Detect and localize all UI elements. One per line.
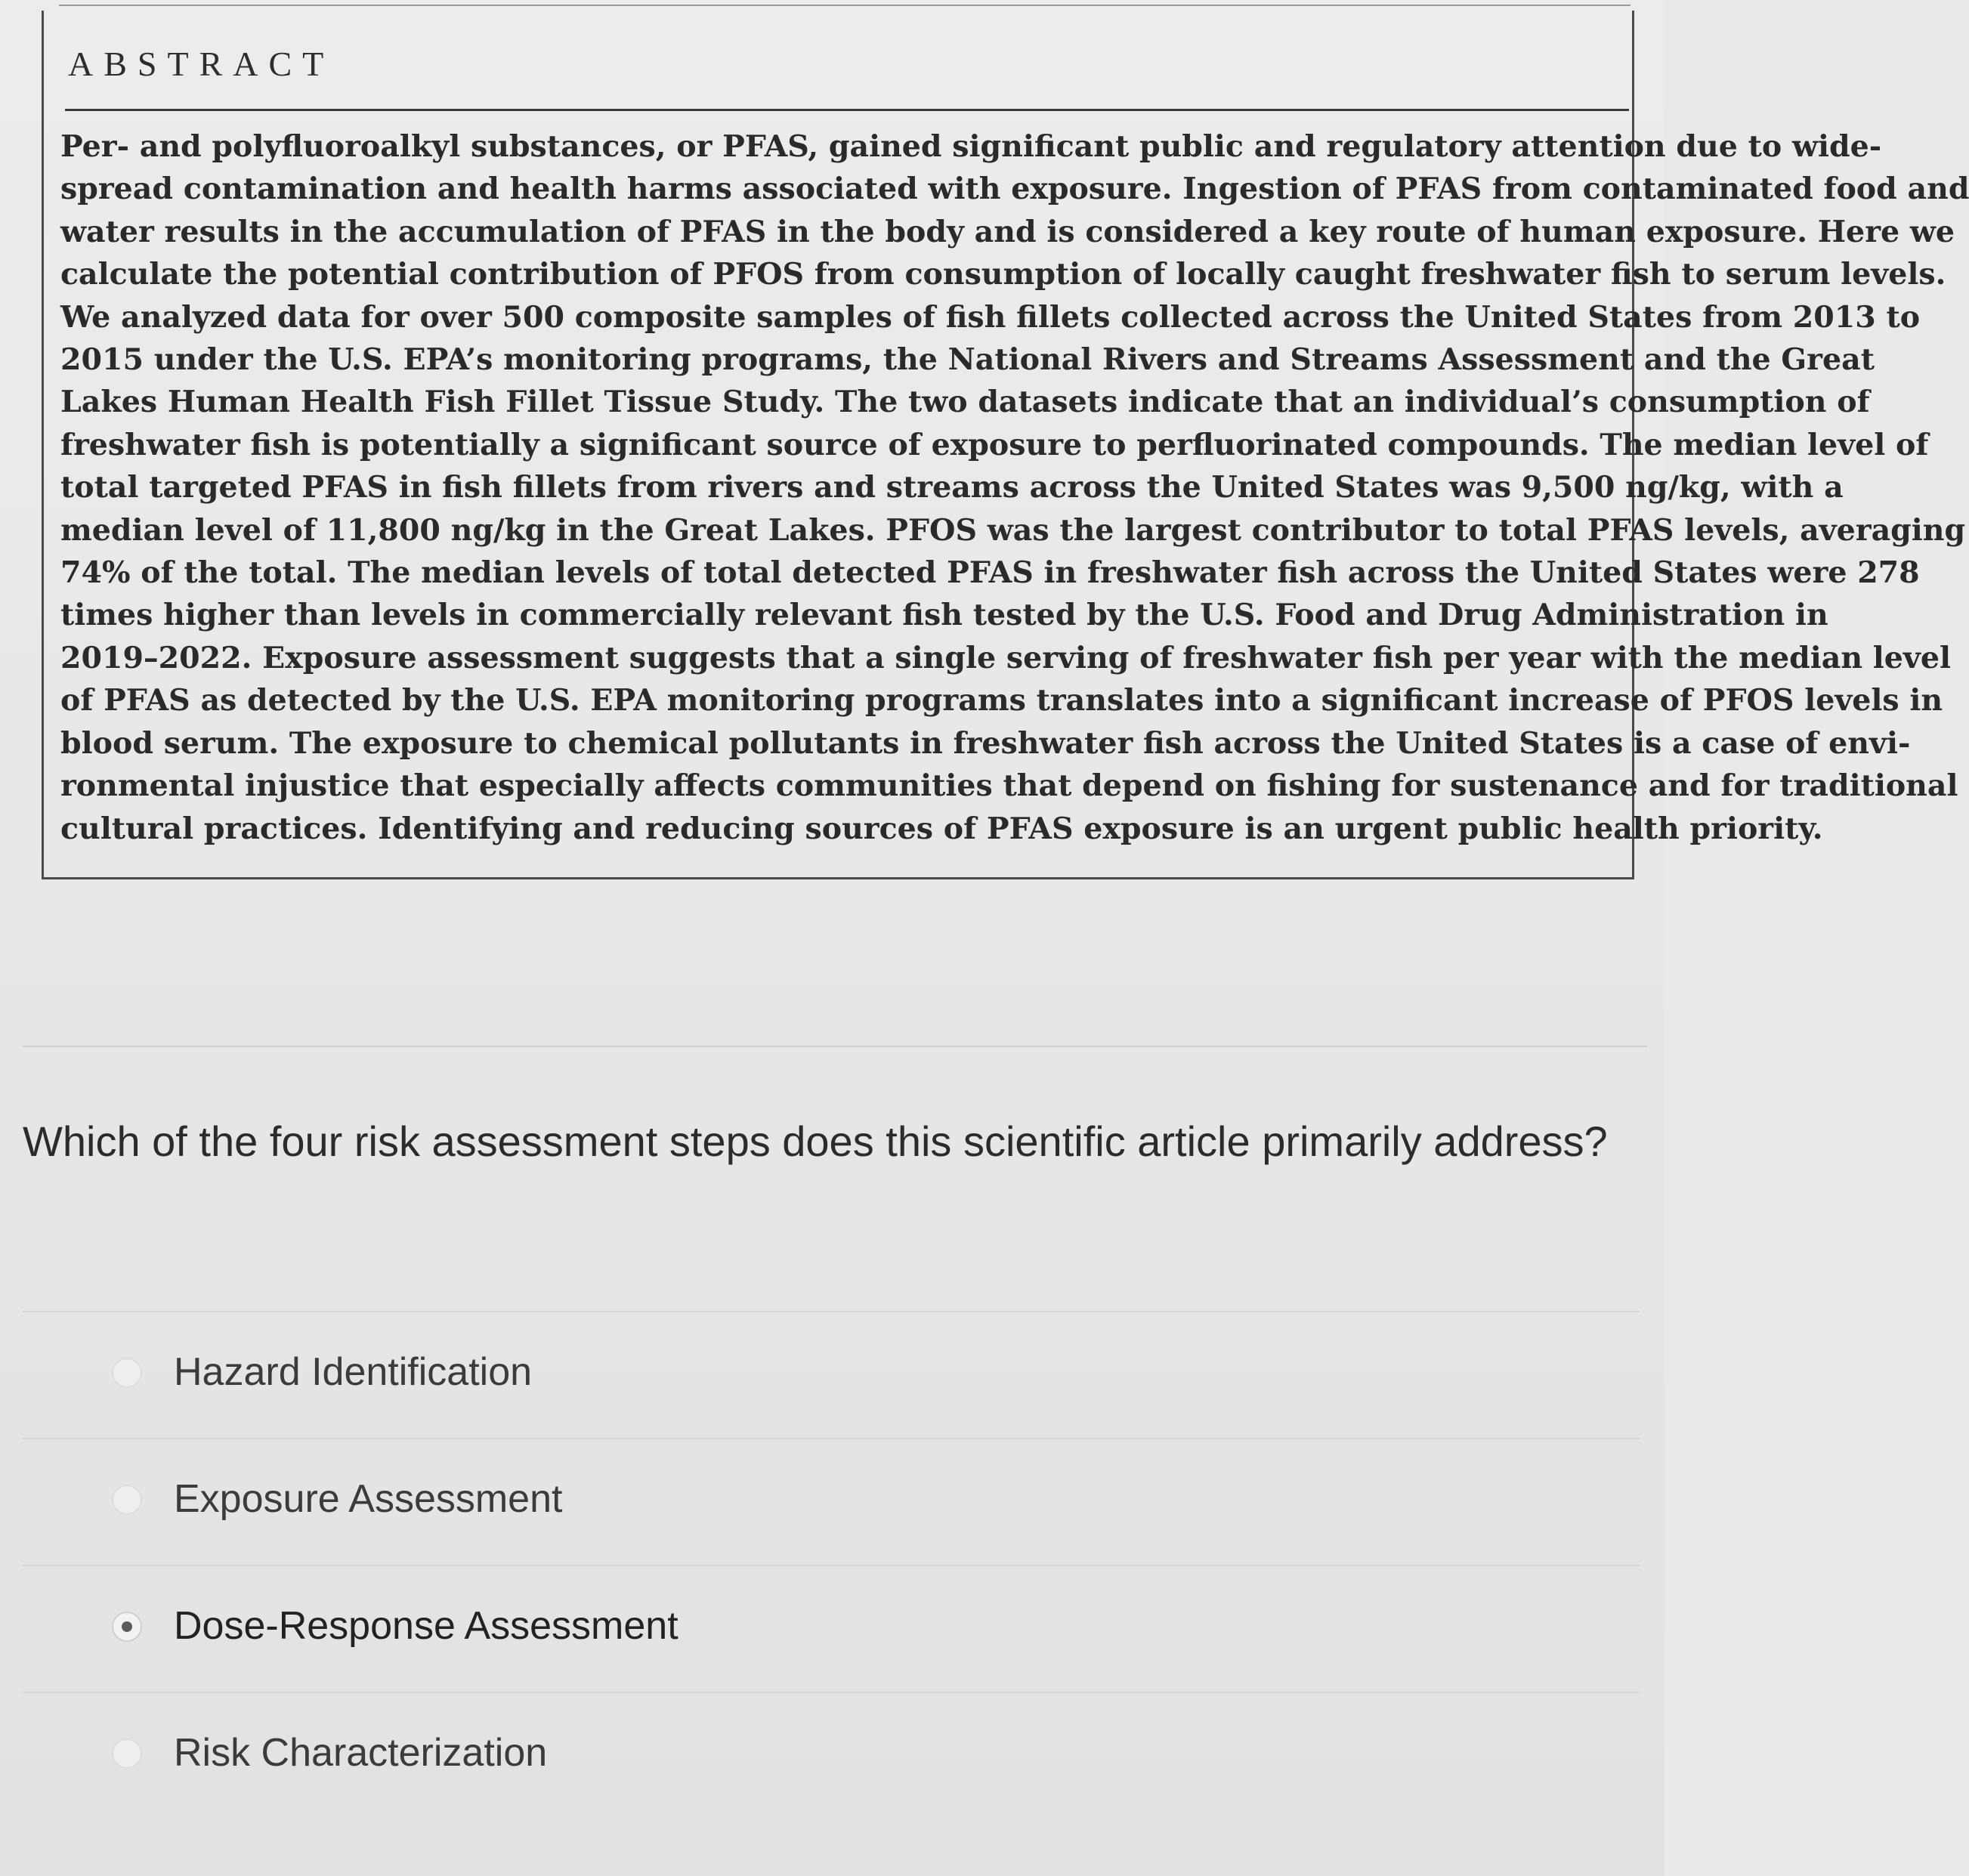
abstract-heading: ABSTRACT	[68, 45, 335, 83]
option-label[interactable]: Exposure Assessment	[174, 1477, 563, 1521]
abstract-line: 2015 under the U.S. EPA’s monitoring programs, the National Rivers and Streams Assessment and the Great	[60, 342, 1875, 378]
abstract-line: of PFAS as detected by the U.S. EPA monitoring programs translates into a significant increase of PFOS levels in	[60, 683, 1943, 719]
option-label[interactable]: Hazard Identification	[174, 1350, 533, 1394]
option-exposure-assessment[interactable]	[23, 1438, 1640, 1565]
radio-button[interactable]	[112, 1738, 142, 1769]
abstract-line: freshwater fish is potentially a significant source of exposure to perfluorinated compounds. The median level of	[60, 427, 1929, 462]
option-label[interactable]: Risk Characterization	[174, 1731, 548, 1775]
abstract-line: times higher than levels in commercially relevant fish tested by the U.S. Food and Drug Administration in	[60, 598, 1828, 633]
option-label[interactable]: Dose-Response Assessment	[174, 1604, 678, 1648]
abstract-line: ronmental injustice that especially affects communities that depend on fishing for sustenance and for traditional	[60, 768, 1958, 804]
abstract-line: 74% of the total. The median levels of total detected PFAS in freshwater fish across the United States were 278	[60, 555, 1920, 591]
abstract-text	[60, 125, 1969, 850]
option-hazard-identification[interactable]	[23, 1311, 1640, 1438]
abstract-line: We analyzed data for over 500 composite samples of fish fillets collected across the United States from 2013 to	[60, 299, 1921, 335]
abstract-line: median level of 11,800 ng/kg in the Great Lakes. PFOS was the largest contributor to total PFAS levels, averaging	[60, 512, 1966, 548]
abstract-line: total targeted PFAS in fish fillets from rivers and streams across the United States was 9,500 ng/kg, with a	[60, 470, 1844, 505]
abstract-line: Lakes Human Health Fish Fillet Tissue Study. The two datasets indicate that an individual’s consumption of	[60, 385, 1870, 420]
radio-button[interactable]	[112, 1358, 142, 1388]
abstract-line: calculate the potential contribution of PFOS from consumption of locally caught freshwater fish to serum levels.	[60, 257, 1946, 292]
answer-options	[23, 1311, 1640, 1819]
abstract-line: 2019–2022. Exposure assessment suggests that a single serving of freshwater fish per year with the median level	[60, 640, 1952, 675]
abstract-heading-rule	[65, 109, 1629, 111]
abstract-line: blood serum. The exposure to chemical pollutants in freshwater fish across the United States is a case of envi-	[60, 725, 1911, 761]
abstract-box	[42, 11, 1969, 879]
abstract-line: water results in the accumulation of PFAS in the body and is considered a key route of human exposure. Here we	[60, 214, 1955, 249]
radio-button[interactable]	[112, 1485, 142, 1515]
option-dose-response-assessment[interactable]	[23, 1565, 1640, 1692]
question-text: Which of the four risk assessment steps does this scientific article primarily address?	[23, 1117, 1608, 1165]
abstract-line: cultural practices. Identifying and reducing sources of PFAS exposure is an urgent public health priority.	[60, 811, 1823, 846]
radio-button[interactable]	[112, 1612, 142, 1642]
abstract-line: Per- and polyfluoroalkyl substances, or PFAS, gained significant public and regulatory attention due to wide-	[60, 129, 1882, 164]
option-risk-characterization[interactable]	[23, 1692, 1640, 1819]
section-divider	[23, 1046, 1647, 1047]
abstract-line: spread contamination and health harms associated with exposure. Ingestion of PFAS from contaminated food and	[60, 172, 1969, 207]
top-divider	[59, 5, 1631, 6]
